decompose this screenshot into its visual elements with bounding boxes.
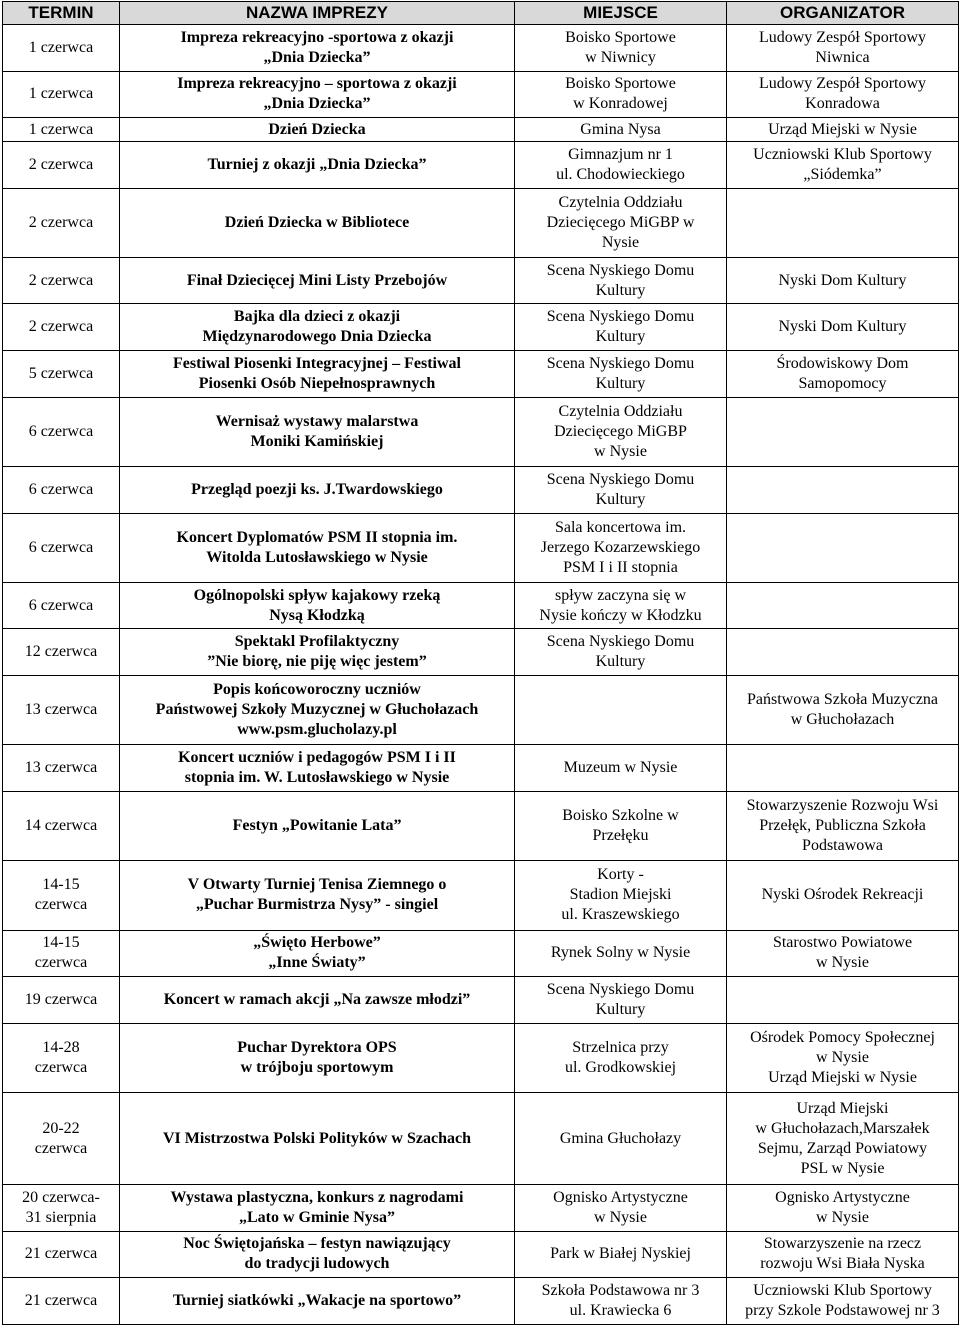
event-name: Impreza rekreacyjno -sportowa z okazji „Dnia Dziecka” <box>120 25 515 72</box>
event-date: 1 czerwca <box>3 71 120 118</box>
table-row <box>3 1185 959 1232</box>
table-row <box>3 676 959 745</box>
event-name: Koncert Dyplomatów PSM II stopnia im. Witolda Lutosławskiego w Nysie <box>120 513 515 582</box>
table-row <box>3 466 959 513</box>
event-date: 12 czerwca <box>3 629 120 676</box>
event-place: Park w Białej Nyskiej <box>515 1231 727 1278</box>
table-row <box>3 1092 959 1184</box>
event-place: Scena Nyskiego Domu Kultury <box>515 977 727 1024</box>
header-termin: TERMIN <box>3 2 120 25</box>
event-name: Finał Dziecięcej Mini Listy Przebojów <box>120 257 515 304</box>
table-row <box>3 791 959 860</box>
event-place: Scena Nyskiego Domu Kultury <box>515 629 727 676</box>
event-date: 20-22 czerwca <box>3 1092 120 1184</box>
event-place: Strzelnica przy ul. Grodkowskiej <box>515 1023 727 1092</box>
event-name: Wernisaż wystawy malarstwa Moniki Kamińskiej <box>120 397 515 466</box>
event-date: 14-15 czerwca <box>3 930 120 977</box>
table-row <box>3 351 959 398</box>
event-place: Sala koncertowa im. Jerzego Kozarzewskiego PSM I i II stopnia <box>515 513 727 582</box>
event-name: Festyn „Powitanie Lata” <box>120 791 515 860</box>
event-name: Impreza rekreacyjno – sportowa z okazji „Dnia Dziecka” <box>120 71 515 118</box>
table-row <box>3 257 959 304</box>
event-organizer: Starostwo Powiatowe w Nysie <box>727 930 959 977</box>
event-date: 20 czerwca- 31 sierpnia <box>3 1185 120 1232</box>
table-row <box>3 304 959 351</box>
event-date: 6 czerwca <box>3 397 120 466</box>
event-date: 2 czerwca <box>3 188 120 257</box>
event-date: 21 czerwca <box>3 1231 120 1278</box>
event-organizer: Nyski Dom Kultury <box>727 257 959 304</box>
event-place: Szkoła Podstawowa nr 3 ul. Krawiecka 6 <box>515 1278 727 1325</box>
event-organizer <box>727 745 959 792</box>
event-date: 14-28 czerwca <box>3 1023 120 1092</box>
event-place: Scena Nyskiego Domu Kultury <box>515 466 727 513</box>
table-row <box>3 1278 959 1325</box>
table-body <box>3 25 959 1325</box>
header-miejsce: MIEJSCE <box>515 2 727 25</box>
event-date: 2 czerwca <box>3 304 120 351</box>
event-organizer <box>727 397 959 466</box>
event-organizer: Stowarzyszenie Rozwoju Wsi Przełęk, Publiczna Szkoła Podstawowa <box>727 791 959 860</box>
event-name: Ogólnopolski spływ kajakowy rzeką Nysą Kłodzką <box>120 582 515 629</box>
event-name: Koncert uczniów i pedagogów PSM I i II stopnia im. W. Lutosławskiego w Nysie <box>120 745 515 792</box>
event-organizer <box>727 188 959 257</box>
table-row <box>3 861 959 930</box>
table-row <box>3 71 959 118</box>
event-organizer <box>727 466 959 513</box>
table-row <box>3 397 959 466</box>
event-place: Boisko Sportowe w Konradowej <box>515 71 727 118</box>
event-organizer <box>727 977 959 1024</box>
event-organizer <box>727 582 959 629</box>
event-name: Festiwal Piosenki Integracyjnej – Festiwal Piosenki Osób Niepełnosprawnych <box>120 351 515 398</box>
event-name: Dzień Dziecka <box>120 118 515 142</box>
event-place: Scena Nyskiego Domu Kultury <box>515 351 727 398</box>
event-place: Czytelnia Oddziału Dziecięcego MiGBP w Nysie <box>515 397 727 466</box>
event-date: 13 czerwca <box>3 676 120 745</box>
event-date: 21 czerwca <box>3 1278 120 1325</box>
event-name: Turniej z okazji „Dnia Dziecka” <box>120 142 515 189</box>
event-name: Przegląd poezji ks. J.Twardowskiego <box>120 466 515 513</box>
table-row <box>3 188 959 257</box>
table-row <box>3 582 959 629</box>
header-nazwa-imprezy: NAZWA IMPREZY <box>120 2 515 25</box>
event-place: Scena Nyskiego Domu Kultury <box>515 304 727 351</box>
event-date: 1 czerwca <box>3 25 120 72</box>
header-organizator: ORGANIZATOR <box>727 2 959 25</box>
event-name: VI Mistrzostwa Polski Polityków w Szachach <box>120 1092 515 1184</box>
event-place: Czytelnia Oddziału Dziecięcego MiGBP w Nysie <box>515 188 727 257</box>
event-place: Gmina Nysa <box>515 118 727 142</box>
event-place: Scena Nyskiego Domu Kultury <box>515 257 727 304</box>
event-organizer: Ośrodek Pomocy Społecznej w Nysie Urząd Miejski w Nysie <box>727 1023 959 1092</box>
table-row <box>3 513 959 582</box>
event-name: „Święto Herbowe” „Inne Światy” <box>120 930 515 977</box>
event-date: 6 czerwca <box>3 466 120 513</box>
event-organizer: Nyski Ośrodek Rekreacji <box>727 861 959 930</box>
event-place: Korty - Stadion Miejski ul. Kraszewskiego <box>515 861 727 930</box>
event-place: spływ zaczyna się w Nysie kończy w Kłodzku <box>515 582 727 629</box>
event-organizer: Nyski Dom Kultury <box>727 304 959 351</box>
event-organizer <box>727 513 959 582</box>
event-date: 13 czerwca <box>3 745 120 792</box>
table-row <box>3 930 959 977</box>
event-date: 6 czerwca <box>3 582 120 629</box>
event-place: Gmina Głuchołazy <box>515 1092 727 1184</box>
event-name: Turniej siatkówki „Wakacje na sportowo” <box>120 1278 515 1325</box>
event-date: 1 czerwca <box>3 118 120 142</box>
event-organizer: Uczniowski Klub Sportowy przy Szkole Podstawowej nr 3 <box>727 1278 959 1325</box>
header-row <box>3 2 959 25</box>
events-table <box>2 1 959 1325</box>
event-organizer: Stowarzyszenie na rzecz rozwoju Wsi Biała Nyska <box>727 1231 959 1278</box>
event-organizer: Urząd Miejski w Nysie <box>727 118 959 142</box>
event-organizer: Ognisko Artystyczne w Nysie <box>727 1185 959 1232</box>
event-place: Boisko Sportowe w Niwnicy <box>515 25 727 72</box>
event-place <box>515 676 727 745</box>
table-row <box>3 142 959 189</box>
event-organizer: Ludowy Zespół Sportowy Konradowa <box>727 71 959 118</box>
event-organizer: Państwowa Szkoła Muzyczna w Głuchołazach <box>727 676 959 745</box>
event-name: Bajka dla dzieci z okazji Międzynarodowego Dnia Dziecka <box>120 304 515 351</box>
event-date: 14 czerwca <box>3 791 120 860</box>
event-name: Dzień Dziecka w Bibliotece <box>120 188 515 257</box>
event-place: Rynek Solny w Nysie <box>515 930 727 977</box>
event-name: Spektakl Profilaktyczny ”Nie biorę, nie piję więc jestem” <box>120 629 515 676</box>
event-name: Puchar Dyrektora OPS w trójboju sportowym <box>120 1023 515 1092</box>
table-row <box>3 118 959 142</box>
event-name: Koncert w ramach akcji „Na zawsze młodzi” <box>120 977 515 1024</box>
event-organizer: Uczniowski Klub Sportowy „Siódemka” <box>727 142 959 189</box>
event-organizer <box>727 629 959 676</box>
event-date: 14-15 czerwca <box>3 861 120 930</box>
event-date: 19 czerwca <box>3 977 120 1024</box>
table-row <box>3 745 959 792</box>
event-name: Noc Świętojańska – festyn nawiązujący do tradycji ludowych <box>120 1231 515 1278</box>
event-name: Wystawa plastyczna, konkurs z nagrodami „Lato w Gminie Nysa” <box>120 1185 515 1232</box>
event-organizer: Środowiskowy Dom Samopomocy <box>727 351 959 398</box>
event-date: 6 czerwca <box>3 513 120 582</box>
event-date: 2 czerwca <box>3 142 120 189</box>
table-row <box>3 1231 959 1278</box>
table-row <box>3 629 959 676</box>
table-row <box>3 25 959 72</box>
event-place: Boisko Szkolne w Przełęku <box>515 791 727 860</box>
event-name: Popis końcoworoczny uczniów Państwowej Szkoły Muzycznej w Głuchołazach www.psm.glucholazy.pl <box>120 676 515 745</box>
event-date: 2 czerwca <box>3 257 120 304</box>
event-organizer: Ludowy Zespół Sportowy Niwnica <box>727 25 959 72</box>
event-date: 5 czerwca <box>3 351 120 398</box>
event-organizer: Urząd Miejski w Głuchołazach,Marszałek Sejmu, Zarząd Powiatowy PSL w Nysie <box>727 1092 959 1184</box>
event-place: Ognisko Artystyczne w Nysie <box>515 1185 727 1232</box>
event-place: Muzeum w Nysie <box>515 745 727 792</box>
event-place: Gimnazjum nr 1 ul. Chodowieckiego <box>515 142 727 189</box>
event-name: V Otwarty Turniej Tenisa Ziemnego o „Puchar Burmistrza Nysy” - singiel <box>120 861 515 930</box>
table-row <box>3 977 959 1024</box>
table-row <box>3 1023 959 1092</box>
